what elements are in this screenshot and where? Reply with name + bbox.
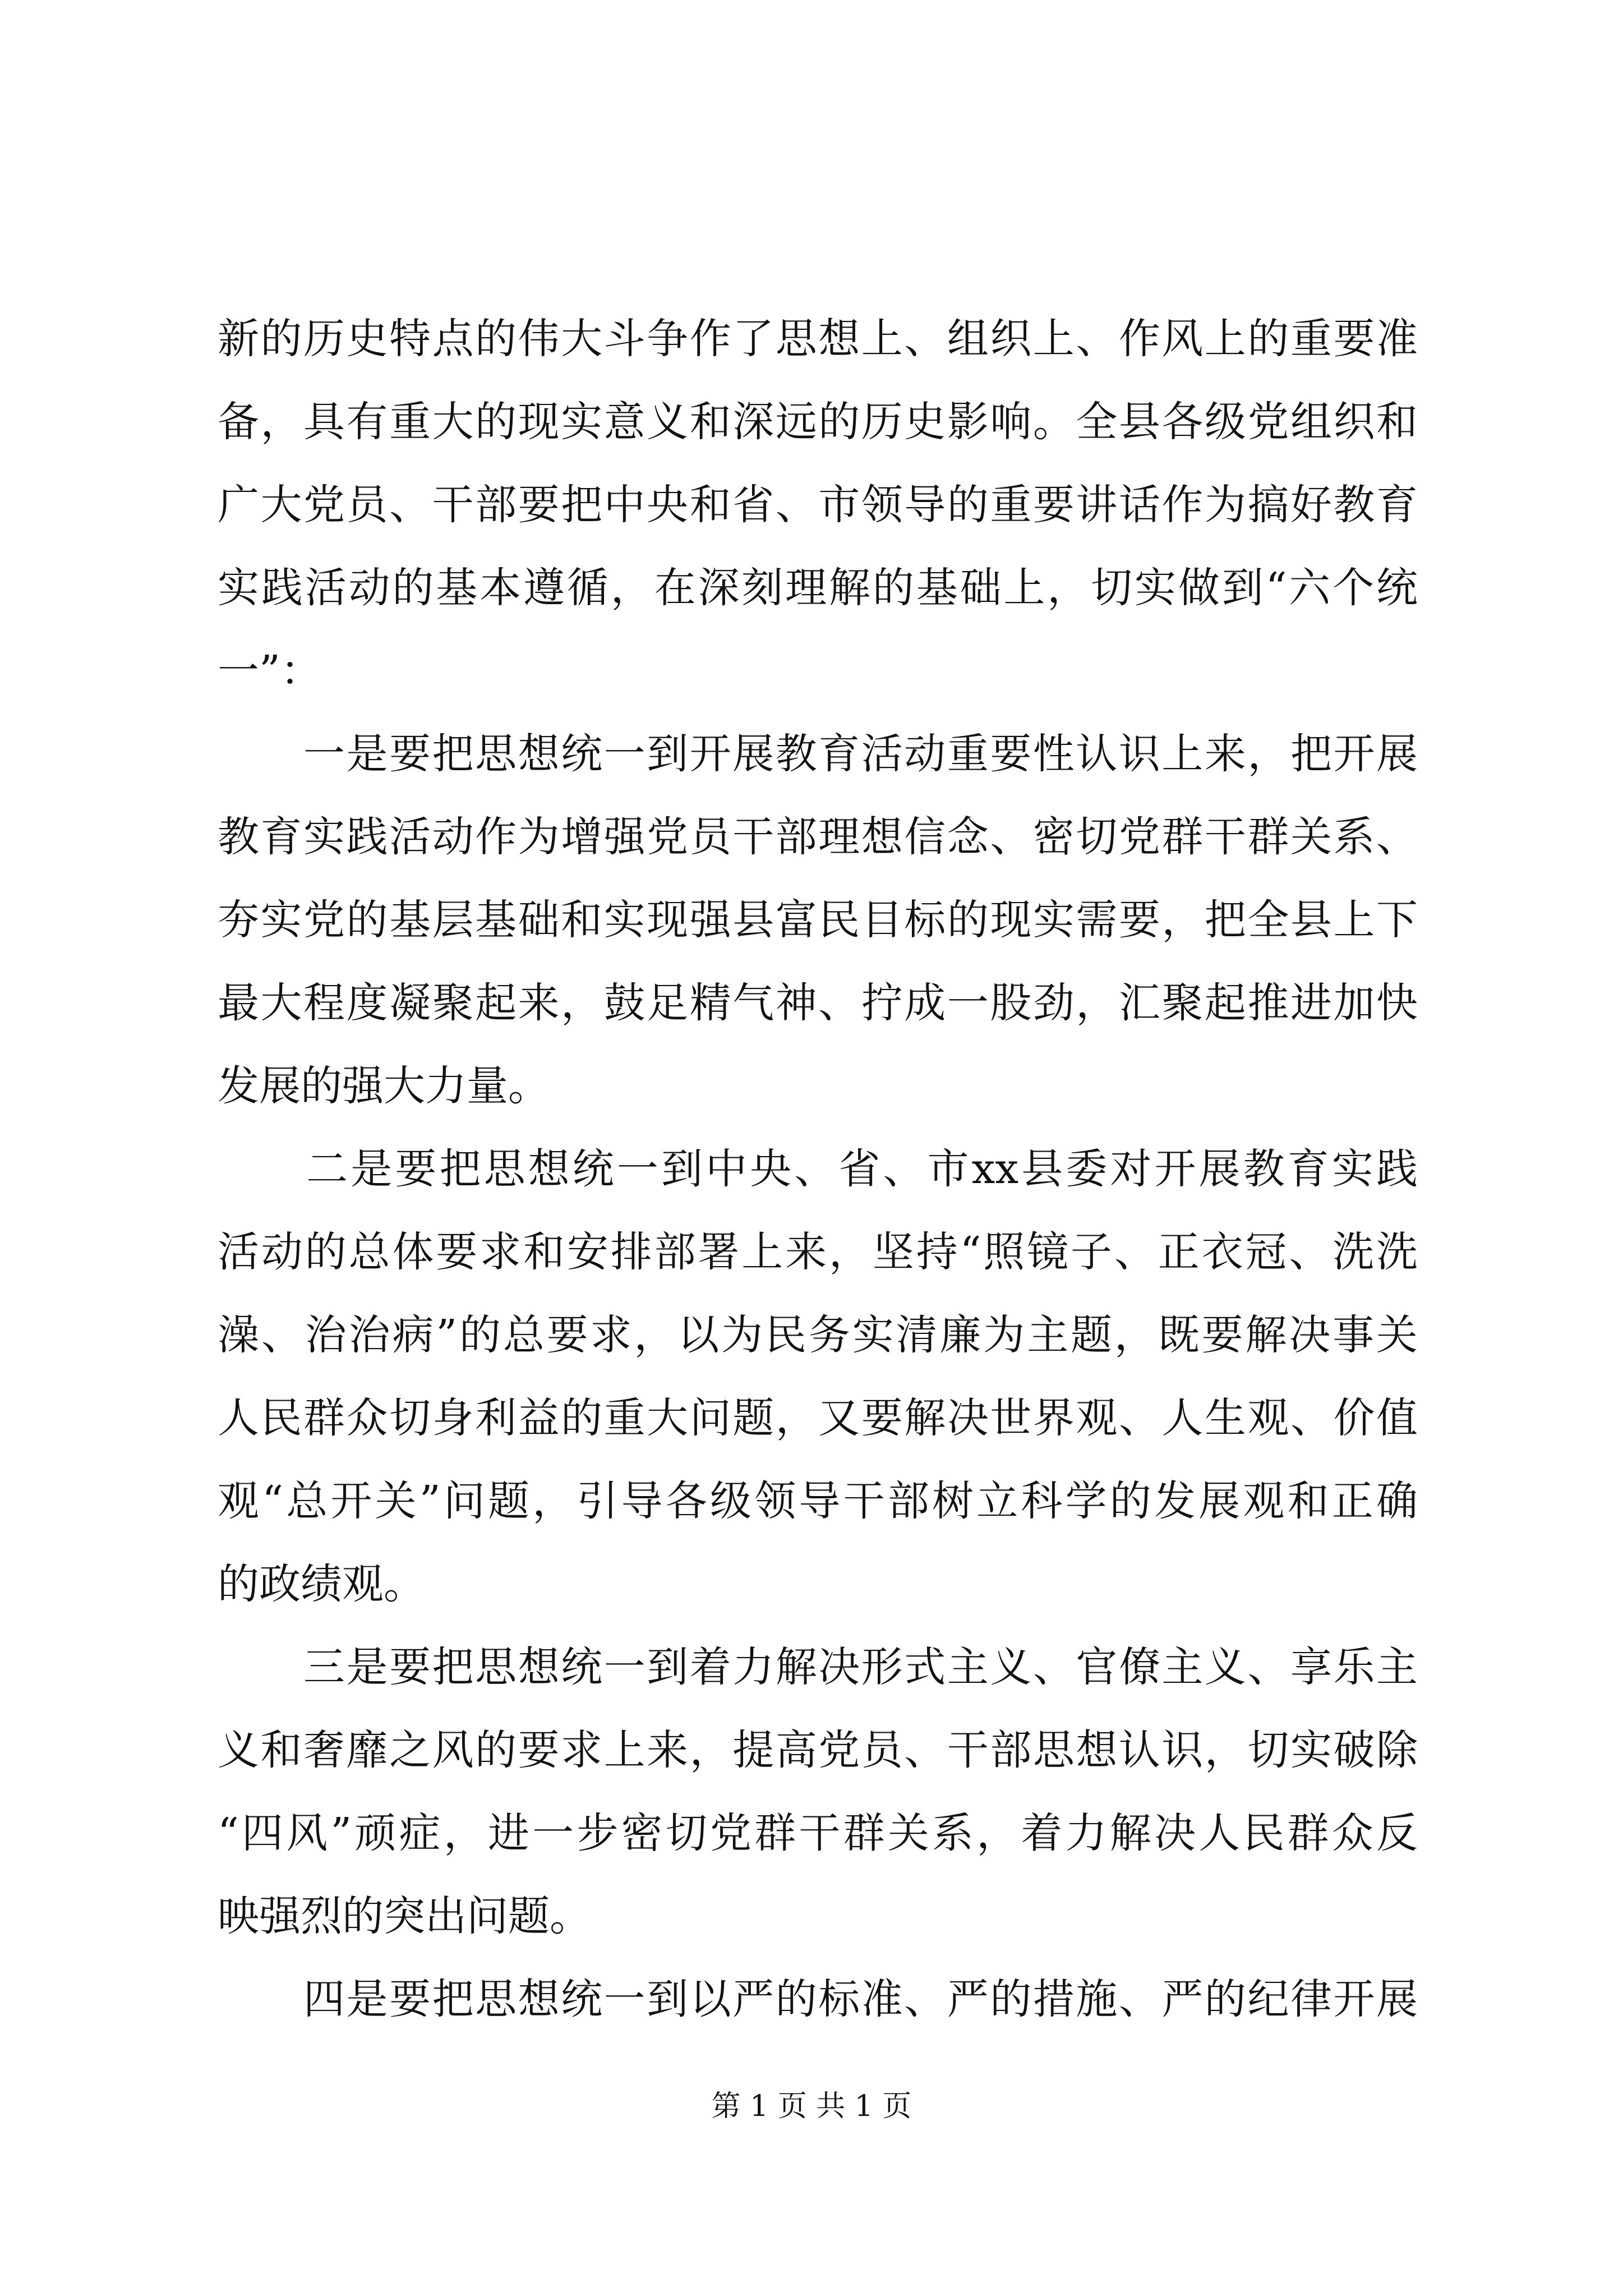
text-line: “四风”顽症，进一步密切党群干群关系，着力解决人民群众反 [218, 1809, 1418, 1857]
text-line: 实践活动的基本遵循，在深刻理解的基础上，切实做到“六个统 [218, 564, 1418, 612]
text-line: 备，具有重大的现实意义和深远的历史影响。全县各级党组织和 [218, 398, 1418, 446]
text-line: 人民群众切身利益的重大问题，又要解决世界观、人生观、价值 [218, 1394, 1418, 1442]
text-line: 观“总开关”问题，引导各级领导干部树立科学的发展观和正确 [218, 1477, 1418, 1525]
text-line: 义和奢靡之风的要求上来，提高党员、干部思想认识，切实破除 [218, 1726, 1418, 1774]
paragraph-point-four [218, 1958, 1418, 2041]
text-line: 四是要把思想统一到以严的标准、严的措施、严的纪律开展 [218, 1975, 1418, 2023]
text-line: 澡、治治病”的总要求，以为民务实清廉为主题，既要解决事关 [218, 1311, 1418, 1359]
text-line: 发展的强大力量。 [218, 1062, 550, 1110]
text-line: 广大党员、干部要把中央和省、市领导的重要讲话作为搞好教育 [218, 481, 1418, 529]
paragraph-point-one [218, 712, 1418, 1128]
text-line: 二是要把思想统一到中央、省、市xx县委对开展教育实践 [218, 1145, 1418, 1193]
paragraph-continuation [218, 297, 1418, 712]
text-line: 的政绩观。 [218, 1560, 425, 1608]
text-line: 三是要把思想统一到着力解决形式主义、官僚主义、享乐主 [218, 1643, 1418, 1691]
paragraph-point-three [218, 1626, 1418, 1958]
text-line: 教育实践活动作为增强党员干部理想信念、密切党群干群关系、 [218, 813, 1418, 861]
text-line: 映强烈的突出问题。 [218, 1892, 591, 1940]
text-line: 一是要把思想统一到开展教育活动重要性认识上来，把开展 [218, 730, 1418, 778]
text-line: 新的历史特点的伟大斗争作了思想上、组织上、作风上的重要准 [218, 315, 1418, 363]
document-body [218, 297, 1418, 2041]
text-line: 活动的总体要求和安排部署上来，坚持“照镜子、正衣冠、洗洗 [218, 1228, 1418, 1276]
text-line: 一”： [218, 647, 322, 695]
text-line: 最大程度凝聚起来，鼓足精气神、拧成一股劲，汇聚起推进加快 [218, 979, 1418, 1027]
text-line: 夯实党的基层基础和实现强县富民目标的现实需要，把全县上下 [218, 896, 1418, 944]
paragraph-point-two [218, 1128, 1418, 1626]
page-footer: 第 1 页 共 1 页 [711, 2090, 912, 2123]
